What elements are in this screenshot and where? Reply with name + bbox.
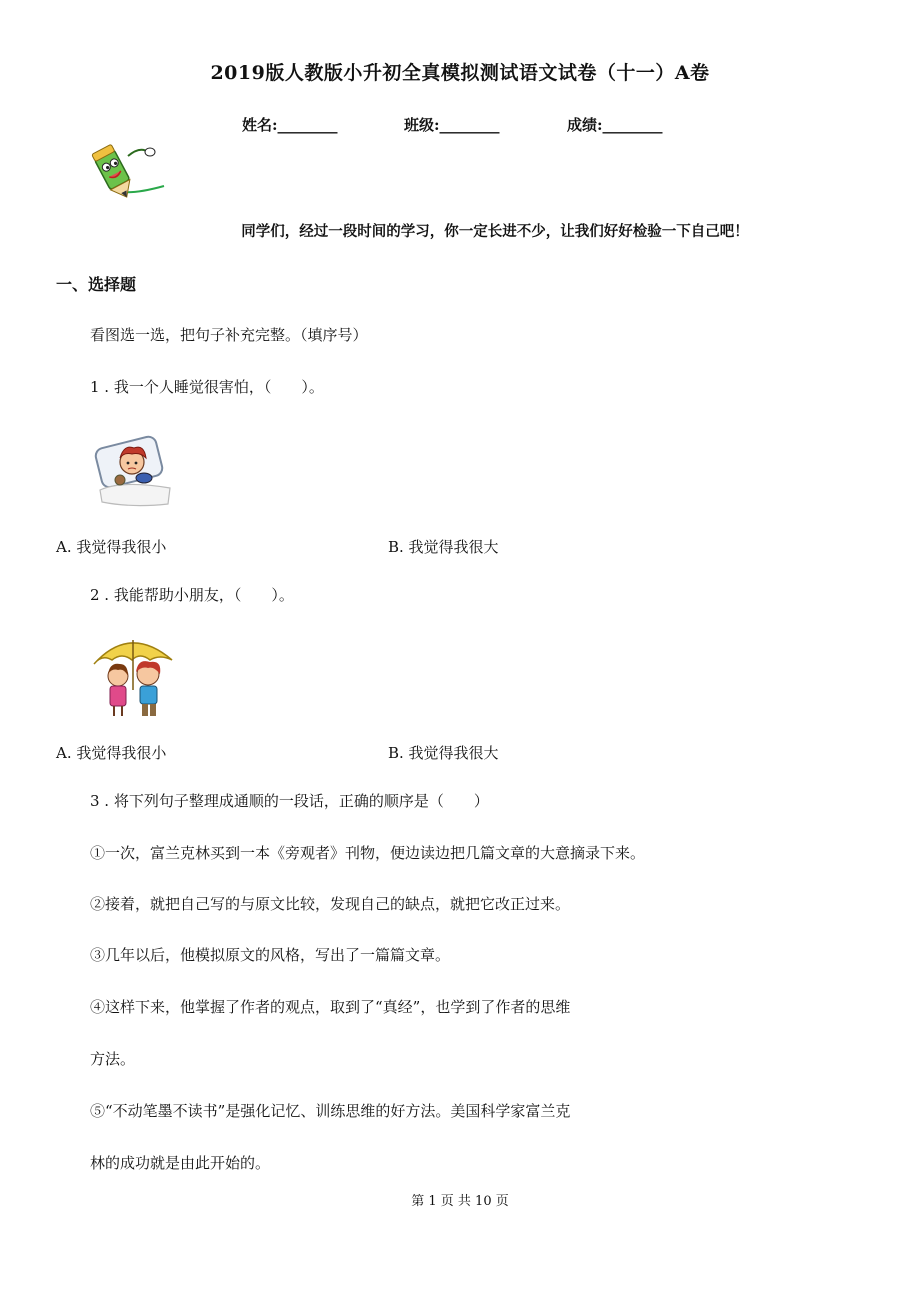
score-field: [567, 114, 663, 135]
question-1-option-a: A. 我觉得我很小: [56, 538, 167, 556]
question-3-sentence-1: ①一次，富兰克林买到一本《旁观者》刊物，便边读边把几篇文章的大意摘录下来。: [90, 844, 646, 862]
question-3-sentence-4-cont: 方法。: [90, 1050, 136, 1068]
question-1-option-b: B. 我觉得我很大: [388, 538, 499, 556]
score-label: 成绩:________: [567, 116, 663, 134]
greeting-text: 同学们，经过一段时间的学习，你一定长进不少，让我们好好检验一下自己吧！: [241, 223, 749, 240]
page-title: 2019版人教版小升初全真模拟测试语文试卷（十一）A卷: [210, 62, 710, 84]
name-label: 姓名:________: [242, 116, 338, 134]
section-title: 一、选择题: [56, 275, 137, 294]
question-3-sentence-5: ⑤“不动笔墨不读书”是强化记忆、训练思维的好方法。美国科学家富兰克: [90, 1102, 571, 1120]
question-3-sentence-2: ②接着，就把自己写的与原文比较，发现自己的缺点，就把它改正过来。: [90, 895, 571, 913]
name-field: [242, 114, 338, 135]
pencil-mascot-illustration: [88, 140, 168, 204]
question-2-option-a: A. 我觉得我很小: [56, 744, 167, 762]
children-under-umbrella-illustration: [90, 630, 176, 722]
sleeping-child-illustration: [92, 432, 174, 508]
question-2-option-b: B. 我觉得我很大: [388, 744, 499, 762]
question-3-sentence-5-cont: 林的成功就是由此开始的。: [90, 1154, 271, 1172]
class-field: [404, 114, 500, 135]
question-3-sentence-4: ④这样下来，他掌握了作者的观点，取到了“真经”，也学到了作者的思维: [90, 998, 571, 1016]
page-number: 第 1 页 共 10 页: [411, 1194, 509, 1209]
question-2-stem: 2 . 我能帮助小朋友，（ ）。: [90, 586, 294, 604]
class-label: 班级:________: [404, 116, 500, 134]
section-instruction: 看图选一选，把句子补充完整。（填序号）: [90, 326, 368, 344]
question-1-stem: 1 . 我一个人睡觉很害怕，（ ）。: [90, 378, 324, 396]
question-3-sentence-3: ③几年以后，他模拟原文的风格，写出了一篇篇文章。: [90, 946, 451, 964]
question-3-stem: 3 . 将下列句子整理成通顺的一段话，正确的顺序是（ ）: [90, 792, 489, 810]
